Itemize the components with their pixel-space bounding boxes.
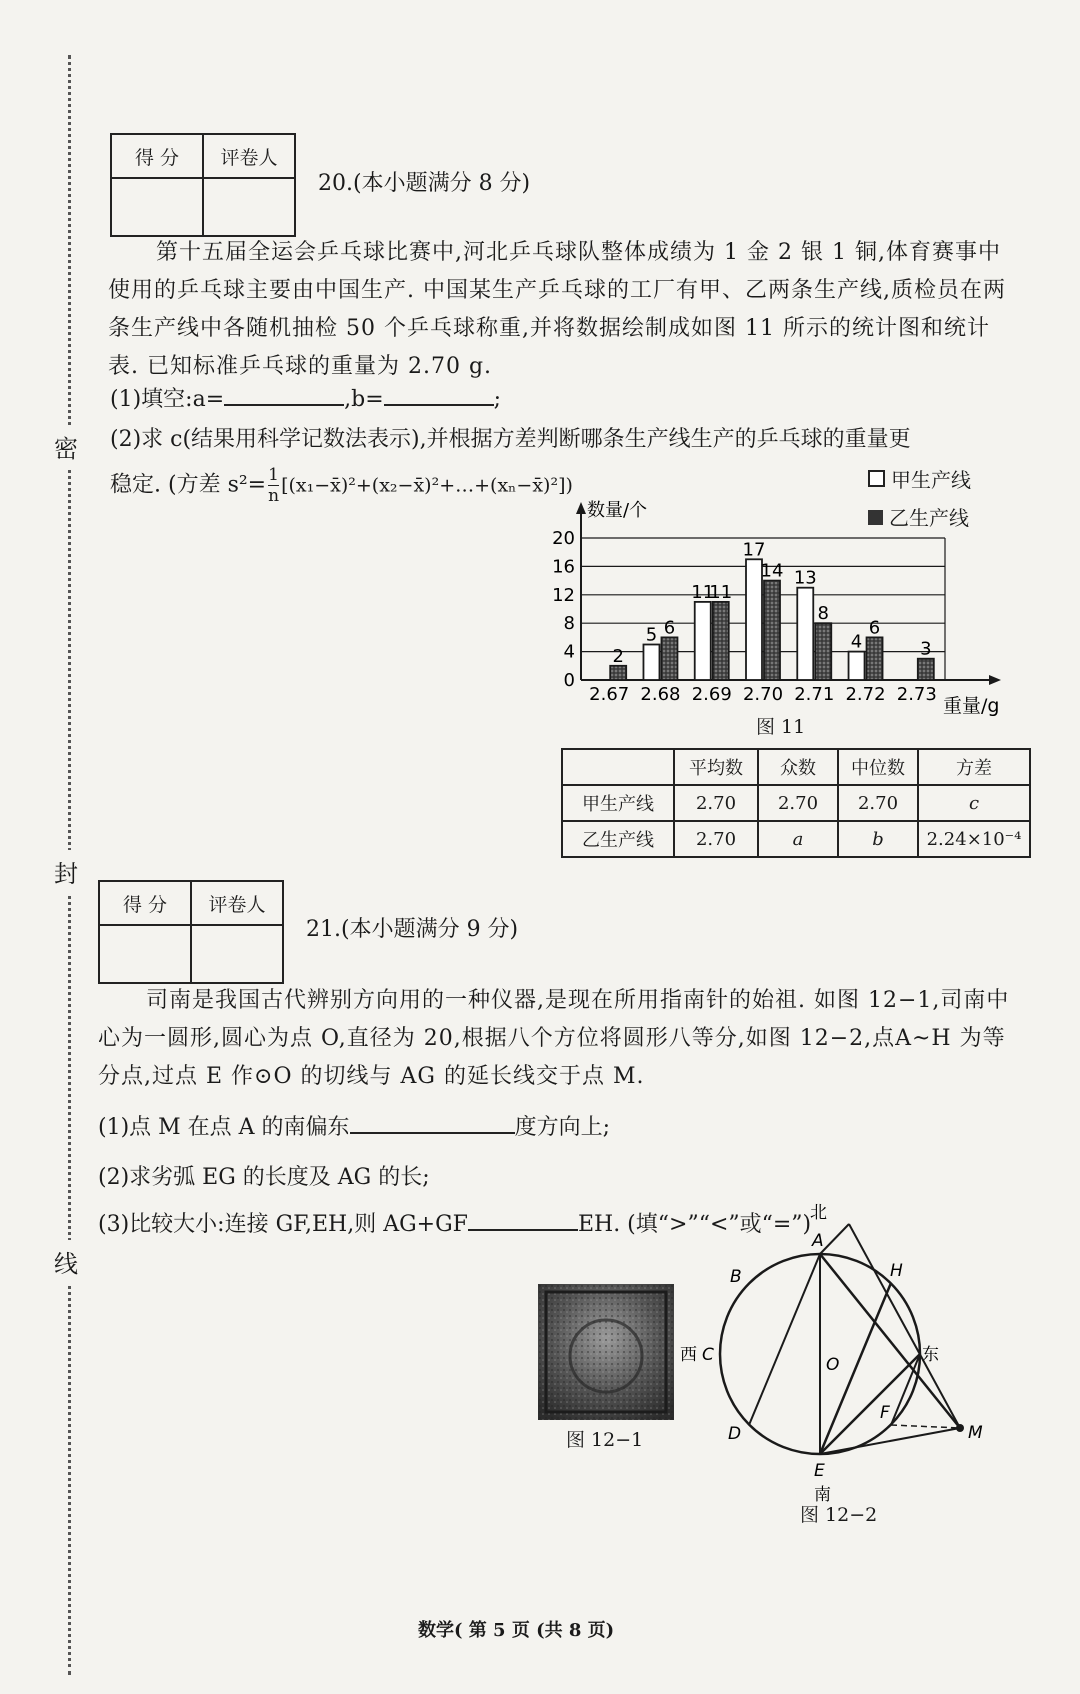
page-footer: 数学( 第 5 页 (共 8 页) [418, 1620, 615, 1641]
fraction-numerator: 1 [268, 465, 279, 485]
stats-cell: 甲生产线 [562, 785, 674, 821]
q21-part1-b: 度方向上; [514, 1115, 610, 1140]
margin-char-xian: 线 [54, 1240, 78, 1283]
label-north: 北 [810, 1203, 827, 1223]
y-tick-label: 20 [552, 528, 575, 549]
x-tick-label: 2.69 [691, 684, 732, 705]
data-label-yi: 8 [817, 603, 829, 625]
label-m: M [968, 1423, 983, 1443]
answer-blank-angle[interactable] [350, 1110, 515, 1134]
data-label-jia: 17 [742, 539, 766, 561]
stats-cell: c [918, 785, 1030, 821]
data-label-jia: 5 [645, 624, 658, 646]
stats-cell: 乙生产线 [562, 821, 674, 857]
x-tick-label: 2.71 [794, 684, 835, 705]
stats-header-mean: 平均数 [674, 749, 758, 785]
q21-part2: (2)求劣弧 EG 的长度及 AG 的长; [98, 1165, 430, 1190]
stats-header-row [562, 749, 1030, 785]
label-east: 东 [922, 1345, 939, 1365]
q21-part1-a: (1)点 M 在点 A 的南偏东 [98, 1115, 350, 1140]
score-cell[interactable] [111, 178, 203, 236]
stats-header-variance: 方差 [918, 749, 1030, 785]
data-label-jia: 4 [850, 631, 863, 653]
answer-blank-compare[interactable] [468, 1207, 578, 1231]
data-label-jia: 11 [691, 581, 715, 603]
data-label-jia: 13 [793, 567, 817, 589]
bar-yi [610, 666, 626, 680]
grader-cell[interactable] [191, 925, 283, 983]
bar-yi [918, 659, 934, 680]
q21-part3-b: EH. (填“>”“<”或“=”) [577, 1212, 812, 1237]
stats-header-empty [562, 749, 674, 785]
grader-cell[interactable] [203, 178, 295, 236]
answer-blank-a[interactable] [224, 382, 344, 406]
point-m [956, 1424, 964, 1432]
label-c: C [702, 1345, 714, 1365]
q21-part3-a: (3)比较大小:连接 GF,EH,则 AG+GF [98, 1212, 468, 1237]
x-tick-label: 2.68 [640, 684, 681, 705]
legend-jia-swatch [868, 470, 885, 487]
label-b: B [730, 1267, 742, 1287]
q20-part1-b-label: ,b= [344, 387, 384, 412]
y-tick-label: 16 [552, 556, 575, 578]
y-tick-label: 12 [552, 584, 575, 606]
label-a: A [812, 1231, 824, 1251]
bar-yi [815, 623, 831, 680]
figure-11-bar-chart [535, 490, 1025, 720]
q20-intro: 第十五届全运会乒乓球比赛中,河北乒乓球队整体成绩为 1 金 2 银 1 铜,体育赛事中使用的乒乓球主要由中国生产. 中国某生产乒乓球的工厂有甲、乙两条生产线,质检员在两条生产线中各随机抽检 50 个乒乓球称重,并将数据绘制成如图 11 所示的统计图和统计表. 已知标准乒乓球的重量为 2.70 g. [108, 240, 1006, 379]
data-label-yi: 3 [920, 638, 932, 660]
bar-yi [867, 637, 883, 680]
legend-jia [868, 464, 971, 493]
score-label: 得 分 [99, 881, 191, 925]
stats-cell: 2.70 [758, 785, 838, 821]
score-label: 得 分 [111, 134, 203, 178]
x-axis-label: 重量/g [943, 695, 1000, 717]
figure-12-2-caption: 图 12−2 [800, 1504, 878, 1526]
label-o: O [826, 1355, 840, 1375]
data-label-yi: 6 [868, 617, 881, 639]
q21-part1 [98, 1110, 610, 1141]
stats-cell: 2.70 [838, 785, 918, 821]
y-tick-label: 8 [563, 613, 575, 635]
q20-score-box [110, 133, 296, 237]
bar-jia [797, 588, 813, 680]
data-label-yi: 14 [760, 560, 784, 582]
stats-row-jia [562, 785, 1030, 821]
q20-stats-table [561, 748, 1031, 858]
bar-jia [849, 652, 865, 680]
bar-jia [695, 602, 711, 680]
score-cell[interactable] [99, 925, 191, 983]
stats-cell: a [758, 821, 838, 857]
y-axis-arrow [576, 502, 586, 514]
label-f: F [880, 1403, 890, 1423]
x-tick-label: 2.70 [742, 684, 784, 705]
bar-yi [764, 581, 780, 680]
margin-char-mi: 密 [54, 425, 78, 468]
bar-jia [643, 645, 659, 681]
stats-cell: b [838, 821, 918, 857]
line-ad [749, 1254, 820, 1425]
grader-label: 评卷人 [191, 881, 283, 925]
y-tick-label: 0 [563, 670, 575, 691]
q20-part1-end: ; [493, 387, 502, 412]
q21-intro: 司南是我国古代辨别方向用的一种仪器,是现在所用指南针的始祖. 如图 12−1,司南中心为一圆形,圆心为点 O,直径为 20,根据八个方位将圆形八等分,如图 12−2,点A~H 为等分点,过点 E 作⊙O 的切线与 AG 的延长线交于点 M. [98, 988, 1010, 1089]
stats-cell: 2.70 [674, 785, 758, 821]
variance-fraction [268, 465, 279, 506]
data-label-yi: 2 [612, 645, 624, 667]
answer-blank-b[interactable] [384, 382, 494, 406]
label-south: 南 [814, 1485, 831, 1505]
q20-part2-line1: (2)求 c(结果用科学记数法表示),并根据方差判断哪条生产线生产的乒乓球的重量更 [110, 427, 911, 452]
data-label-yi: 11 [709, 581, 733, 603]
stats-header-mode: 众数 [758, 749, 838, 785]
dashed-line-fm [891, 1425, 960, 1428]
line-apex-a [820, 1224, 849, 1254]
q20-title: 20.(本小题满分 8 分) [318, 171, 531, 196]
q20-part2-line2 [110, 465, 573, 506]
y-axis-label: 数量/个 [587, 500, 648, 521]
stats-cell: 2.24×10⁻⁴ [918, 821, 1030, 857]
q21-score-box [98, 880, 284, 984]
x-tick-label: 2.73 [896, 684, 937, 705]
stats-cell: 2.70 [674, 821, 758, 857]
stats-header-median: 中位数 [838, 749, 918, 785]
q20-part1 [110, 382, 501, 413]
q20-part1-a-label: (1)填空:a= [110, 387, 225, 412]
variance-prefix: 稳定. (方差 s²= [110, 472, 267, 498]
variance-formula-tail: [(x₁−x̄)²+(x₂−x̄)²+…+(xₙ−x̄)²]) [281, 474, 573, 497]
label-d: D [728, 1424, 742, 1444]
q21-title: 21.(本小题满分 9 分) [306, 917, 519, 942]
q21-part3 [98, 1207, 811, 1238]
chart-grid [576, 502, 1001, 685]
figure-12-1-sinan-photo [538, 1284, 674, 1420]
label-e: E [814, 1461, 825, 1481]
line-gf [891, 1354, 920, 1425]
data-label-yi: 6 [663, 617, 676, 639]
x-tick-label: 2.67 [589, 684, 630, 705]
stats-row-yi [562, 821, 1030, 857]
figure-11-caption: 图 11 [756, 716, 806, 738]
legend-yi-label: 乙生产线 [889, 506, 969, 530]
label-h: H [890, 1261, 903, 1281]
label-west: 西 [680, 1345, 697, 1365]
bar-yi [661, 637, 677, 680]
bar-yi [713, 602, 729, 680]
legend-jia-label: 甲生产线 [891, 468, 971, 492]
line-apex-m [849, 1224, 960, 1428]
x-axis-arrow [989, 675, 1001, 685]
y-tick-label: 4 [563, 641, 575, 663]
grader-label: 评卷人 [203, 134, 295, 178]
fraction-denominator: n [268, 486, 280, 506]
figure-12-1-caption: 图 12−1 [566, 1429, 644, 1451]
x-tick-label: 2.72 [845, 684, 886, 705]
margin-char-feng: 封 [54, 850, 78, 893]
